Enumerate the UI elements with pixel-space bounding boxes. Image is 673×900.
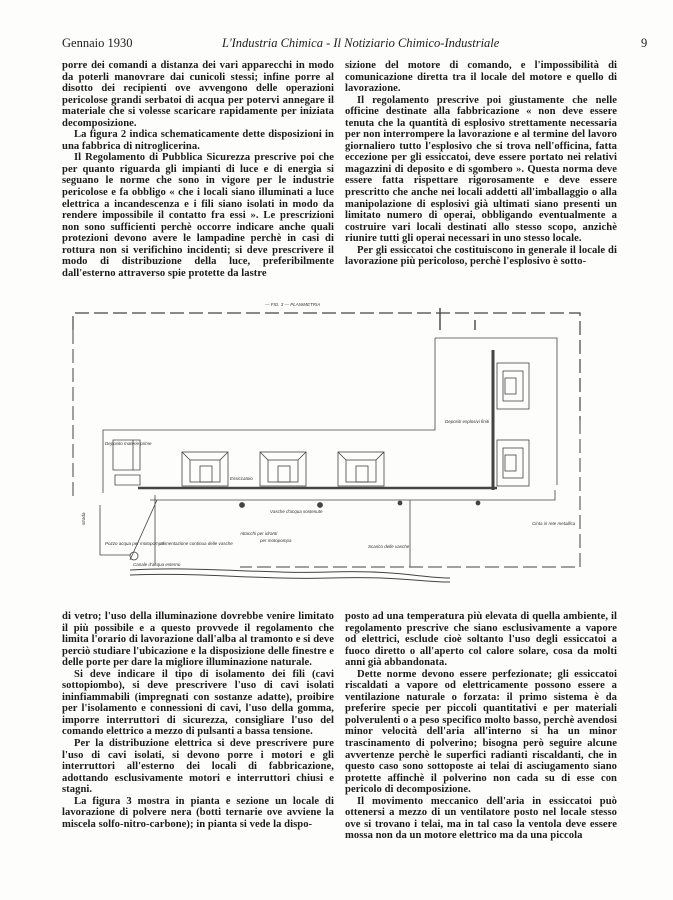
figure-label: Alimentazione continua delle vasche — [160, 541, 233, 546]
fence-outline — [73, 313, 580, 420]
figure-label: Pozzo acqua per motopompa — [105, 541, 164, 546]
essiccatoio — [497, 363, 529, 409]
paragraph: Il Regolamento di Pubblica Sicurezza prescrive poi che per quanto riguarda gli impianti di luce e di energia si seguano le norme che sono in vigore per le industrie pericolose e fa obbligo « che i locali siano illuminati a luce elettrica a incandescenza e i fili siano isolati in modo da rendere impossibile il contatto fra essi ». Le prescrizioni non sono sufficienti perchè occorre indicare anche quali protezioni devono avere le lampadine perchè in casi di rottura non si verifichino incidenti; si deve prescrivere il modo di distribuzione della luce, preferibilmente dall'esterno attraverso spie protette da lastre — [62, 152, 334, 279]
header-journal-title: L'Industria Chimica - Il Notiziario Chimico-Industriale — [222, 36, 500, 50]
paragraph: Per la distribuzione elettrica si deve prescrivere pure l'uso di cavi isolati, si devono porre i motori e gli interruttori all'esterno dei locali di fabbricazione, adottando esclusivamente motori e interruttori chiusi e stagni. — [62, 738, 334, 796]
paragraph: sizione del motore di comando, e l'impossibilità di comunicazione diretta tra il locale del motore e quello di lavorazione. — [345, 60, 617, 95]
paragraph: Il regolamento prescrive poi giustamente che nelle officine destinate alla fabbricazione « non deve essere tenuta che la quantità di esplosivo strettamente necessaria per non interrompere la lavorazione e al termine del lavoro giornaliero tutto l'esplosivo che si trova nell'officina, fatta eccezione per gli essiccatoi, deve essere portato nei relativi magazzini di deposito e di sgombero ». Questa norma deve essere fatta rispettare rigorosamente e deve essere prescritto che anche nei locali addetti all'imballaggio o alla manipolazione di esplosivi già ultimati siano presenti un limitato numero di operai, obbligando eventualmente a costruire vari locali destinati allo stesso scopo, anzichè riunire tutti gli operai necessari in uno stesso locale. — [345, 94, 617, 245]
essiccatoio — [260, 452, 306, 486]
figure-label: Essiccatoio — [230, 476, 253, 481]
paragraph: La figura 3 mostra in pianta e sezione un locale di lavorazione di polvere nera (botti ternarie ove avviene la miscela solfo-nitro-carbone); in pianta si vede la dispo- — [62, 795, 334, 830]
fence-outline — [73, 330, 580, 567]
essiccatoio — [182, 452, 228, 486]
figure-label: Cinta in rete metallica — [532, 521, 576, 526]
canal — [130, 574, 450, 582]
figure-label: per motopompa — [260, 538, 292, 543]
essiccatoio — [338, 452, 384, 486]
text-column-bottom-left — [62, 611, 334, 830]
text-column-top-right — [345, 60, 617, 268]
paragraph: Il movimento meccanico dell'aria in essiccatoi può ottenersi a mezzo di un ventilatore posto nel locale stesso ove si trovano i telai, ma in tal caso la ventola deve essere mossa non da un motore elettrico ma da una piccola — [345, 795, 617, 842]
paragraph: Si deve indicare il tipo di isolamento dei fili (cavi sottopiombo), si deve prescrivere l'uso di cavi isolati ininfiammabili (impregnati con sostanze adatte), proibire per l'isolamento e connessioni di cavi, l'uso della gomma, imporre interruttori di sicurezza, consigliare l'uso del comando elettrico a mezzo di pulsanti a bassa tensione. — [62, 668, 334, 738]
figure-label: Depositi esplosivi finiti — [445, 419, 490, 424]
paragraph: porre dei comandi a distanza dei vari apparecchi in modo da poterli manovrare dai cunicoli stessi; infine porre al disotto dei recipienti ove avvengono delle operazioni pericolose grandi serbatoi di acqua per potervi annegare il materiale che si volesse scaricare rapidamente per iniziata decomposizione. — [62, 60, 334, 129]
paragraph: posto ad una temperatura più elevata di quella ambiente, il regolamento prescrive che siano esclusivamente a vapore od elettrici, esclude cioè soltanto l'uso degli essiccatoi a fuoco diretto o all'aperto col calore solare, cosa da molti anni già abbandonata. — [345, 611, 617, 669]
figure-label: strada — [81, 512, 86, 525]
paragraph: Per gli essiccatoi che costituiscono in generale il locale di lavorazione più pericoloso, perchè l'esplosivo è sotto- — [345, 244, 617, 268]
paragraph: Dette norme devono essere perfezionate; gli essiccatoi riscaldati a vapore od elettricamente possono essere a ventilazione naturale o forzata: il primo sistema è da preferire specie per piccoli quantitativi e per materiali polverulenti o a peso specifico molto basso, perchè avendosi minor velocità dell'aria all'interno si ha un minor trascinamento di polverino; bisogna però seguire alcune avvertenze perchè le superfici radianti riscaldanti, che in questo caso sono sottoposte ai telai di asciugamento siano protette affinchè il polverino non cada su di esse con pericolo di decomposizione. — [345, 668, 617, 796]
canal — [130, 569, 450, 578]
text-column-top-left — [62, 60, 334, 279]
figure-label: Scarico delle vasche — [368, 544, 410, 549]
figure-label: Attacchi per idranti — [240, 531, 278, 536]
figure-label: Deposito materie prime — [105, 441, 152, 446]
figure-title: — FIG. 3 — PLANIMETRIA — [265, 302, 321, 307]
figure-3-planimetria — [60, 295, 650, 595]
text-column-bottom-right — [345, 611, 617, 842]
header-date: Gennaio 1930 — [62, 36, 133, 50]
figure-label: Vasche d'acqua sostenute — [270, 509, 323, 514]
paragraph: La figura 2 indica schematicamente dette disposizioni in una fabbrica di nitroglicerina. — [62, 129, 334, 152]
paragraph: di vetro; l'uso della illuminazione dovrebbe venire limitato il più possibile e a questo provvede il regolamento che limita l'orario di lavorazione dall'alba al tramonto e si deve perciò studiare l'ubicazione e la disposizione delle finestre e delle porte per dare la migliore illuminazione naturale. — [62, 611, 334, 669]
figure-label: Canale d'acqua esterno — [133, 562, 181, 567]
page-number: 9 — [641, 36, 648, 50]
essiccatoio — [497, 440, 529, 486]
